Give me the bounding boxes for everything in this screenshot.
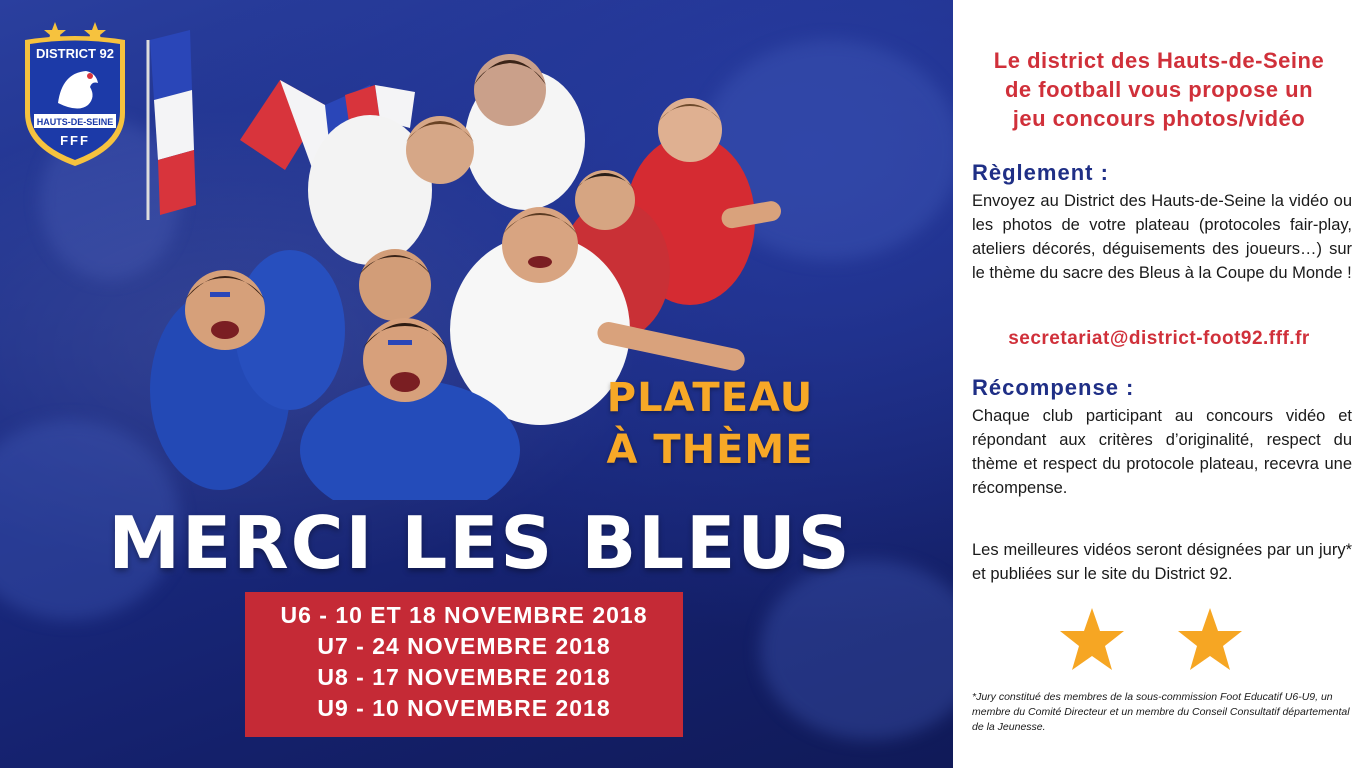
subtitle-line: PLATEAU: [606, 375, 814, 421]
intro-line: jeu concours photos/vidéo: [1012, 106, 1306, 131]
badge-bottom-text: HAUTS-DE-SEINE: [36, 117, 114, 127]
rules-heading: Règlement :: [972, 160, 1109, 185]
date-line: U8 - 17 NOVEMBRE 2018: [317, 664, 611, 690]
contact-email[interactable]: secretariat@district-foot92.fff.fr: [1008, 328, 1310, 349]
dates-box: [245, 592, 683, 737]
best-videos-text: Les meilleures vidéos seront désignées par un jury* et publiées sur le site du District 92.: [972, 541, 1352, 583]
intro-text: [969, 46, 1349, 133]
badge-fff-text: FFF: [60, 133, 90, 148]
reward-heading: Récompense :: [972, 375, 1135, 400]
badge-top-text: DISTRICT 92: [35, 46, 115, 61]
date-line: U6 - 10 ET 18 NOVEMBRE 2018: [280, 602, 648, 628]
intro-line: de football vous propose un: [1004, 77, 1314, 102]
poster-title: MERCI LES BLEUS: [108, 501, 852, 585]
date-line: U7 - 24 NOVEMBRE 2018: [317, 633, 611, 659]
info-panel: [953, 0, 1366, 768]
district-92-logo: [20, 18, 130, 168]
intro-line: Le district des Hauts-de-Seine: [993, 48, 1325, 73]
jury-footnote: *Jury constitué des membres de la sous-commission Foot Educatif U6-U9, un membre du Comité Directeur et un membre du Conseil Consultatif départemental de la Jeunesse.: [972, 691, 1350, 733]
reward-text: Chaque club participant au concours vidéo et répondant aux critères d’originalité, respect du thème et respect du protocole plateau, recevra une récompense.: [972, 407, 1352, 497]
date-line: U9 - 10 NOVEMBRE 2018: [317, 695, 611, 721]
poster-subtitle: [560, 372, 860, 476]
star-icon: [1176, 606, 1244, 674]
french-flag-icon: [148, 30, 196, 220]
star-icon: [1058, 606, 1126, 674]
subtitle-line: À THÈME: [606, 427, 814, 473]
rules-text: Envoyez au District des Hauts-de-Seine la vidéo ou les photos de votre plateau (protocoles fair-play, ateliers décorés, déguisements des joueurs…) sur le thème du sacre des Bleus à la Coupe du Monde !: [972, 192, 1352, 282]
stars: [1058, 606, 1258, 674]
